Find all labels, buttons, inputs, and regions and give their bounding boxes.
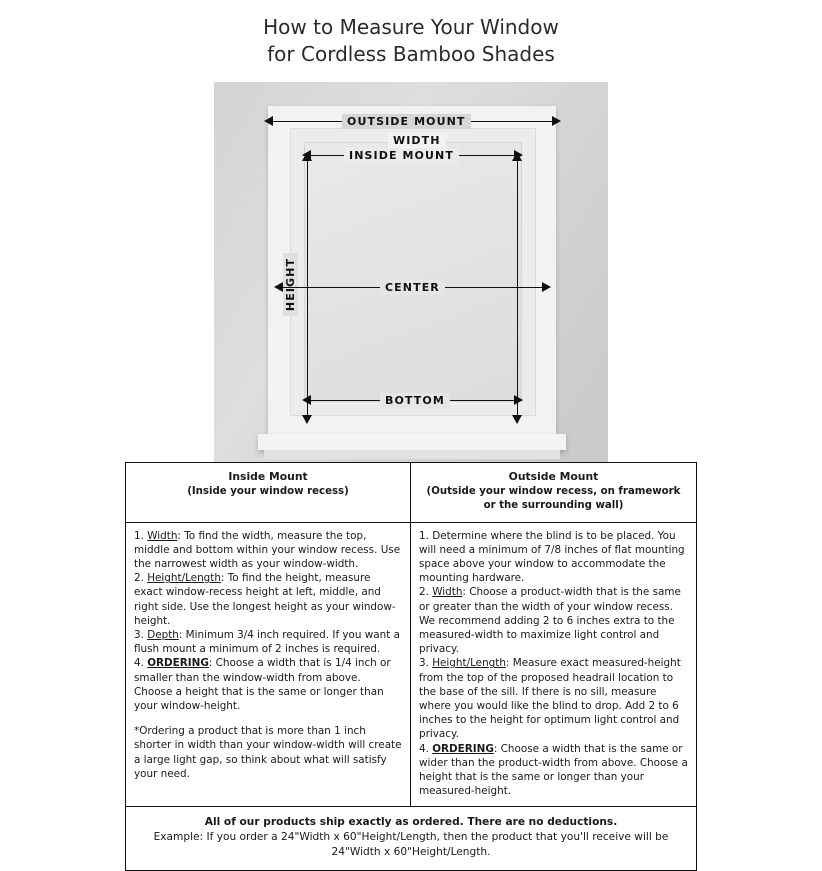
inside-mount-subheading: (Inside your window recess) xyxy=(187,485,349,497)
inside-mount-heading: Inside Mount xyxy=(228,470,308,483)
table-body-row xyxy=(126,523,696,808)
width-label: WIDTH xyxy=(388,133,446,148)
inside-mount-item xyxy=(134,529,402,572)
center-arrow-left xyxy=(274,282,283,292)
outside-mount-item xyxy=(419,656,688,741)
shipping-note-cell xyxy=(126,807,696,870)
inside-mount-item-text: : To find the width, measure the top, middle and bottom within your window recess. Use the narrowest width as your window-width. xyxy=(134,529,401,570)
inside-mount-spacer xyxy=(134,713,402,724)
inside-mount-item-term: Depth xyxy=(147,628,179,641)
bottom-arrow-right xyxy=(514,395,523,405)
inside-mount-body-cell xyxy=(126,523,411,808)
inside-mount-label: INSIDE MOUNT xyxy=(344,148,459,163)
height-arrow-top-right xyxy=(512,152,522,161)
bottom-label: BOTTOM xyxy=(380,393,450,408)
shipping-note-line-2: Example: If you order a 24"Width x 60"Height/Length, then the product that you'll receive will be xyxy=(153,831,669,844)
outside-mount-heading: Outside Mount xyxy=(508,470,599,483)
outside-mount-body-cell xyxy=(411,523,696,808)
outside-mount-item-term: Height/Length xyxy=(432,657,506,670)
inside-mount-item-number: 4. xyxy=(134,657,148,670)
outside-mount-item-text: : Choose a product-width that is the same or greater than the width of your window recess. We recommend adding 2 to 6 inches extra to the measured-width to maximize light control and privacy. xyxy=(419,586,681,656)
center-arrow-right xyxy=(542,282,551,292)
inside-mount-item xyxy=(134,571,402,628)
window-sill xyxy=(258,434,566,450)
height-arrow-top-left xyxy=(302,152,312,161)
inside-mount-item-number: 3. xyxy=(134,628,148,641)
outside-mount-item-text: Determine where the blind is to be placed. You will need a minimum of 7/8 inches of flat mounting space above your window to accommodate the mounting hardware. xyxy=(419,529,685,585)
page-title xyxy=(0,0,822,68)
inside-mount-item-text: : Minimum 3/4 inch required. If you want a flush mount a minimum of 2 inches is required. xyxy=(134,628,400,656)
outside-mount-item-term: ORDERING xyxy=(432,742,494,755)
table-header-row xyxy=(126,463,696,523)
inside-mount-item-number: 2. xyxy=(134,572,148,585)
outside-mount-item-number: 2. xyxy=(419,586,433,599)
inside-mount-item-text: : Choose a width that is 1/4 inch or smaller than the window-width from above. Choose a height that is the same or longer than your window-height. xyxy=(134,657,391,712)
outside-mount-item-text: : Choose a width that is the same or wider than the product-width from above. Choose a height that is the same or longer than your measured-height. xyxy=(419,742,688,798)
outside-mount-arrow-left xyxy=(264,116,273,126)
inside-mount-item-text: : To find the height, measure exact window-recess height at left, middle, and right side. Use the longest height as your window-height. xyxy=(134,572,396,627)
outside-mount-item-number: 3. xyxy=(419,657,433,670)
inside-mount-note: *Ordering a product that is more than 1 inch shorter in width than your window-width will create a large light gap, so think about what will satisfy your need. xyxy=(134,725,402,780)
center-label: CENTER xyxy=(380,280,445,295)
height-label: HEIGHT xyxy=(283,253,298,316)
outside-mount-item-number: 1. xyxy=(419,529,433,542)
shipping-note-line-3: 24"Width x 60"Height/Length. xyxy=(331,846,491,859)
outside-mount-subheading: (Outside your window recess, on framework or the surrounding wall) xyxy=(426,485,681,511)
window-sill-shadow xyxy=(264,450,560,459)
title-line-2: for Cordless Bamboo Shades xyxy=(267,42,555,66)
window-diagram xyxy=(214,82,608,470)
height-arrow-bottom-right xyxy=(512,415,522,424)
outside-mount-item-number: 4. xyxy=(419,742,433,755)
title-line-1: How to Measure Your Window xyxy=(263,15,559,39)
outside-mount-arrow-right xyxy=(552,116,561,126)
window-glass xyxy=(304,142,522,402)
inside-mount-item xyxy=(134,656,402,713)
outside-mount-header-cell xyxy=(411,463,696,523)
inside-mount-instruction-list xyxy=(134,529,402,714)
outside-mount-item-text: : Measure exact measured-height from the top of the proposed headrail location to the base of the sill. If there is no sill, measure where you would like the blind to drop. Add 2 to 6 inches to the height for optimum light control and privacy. xyxy=(419,657,681,741)
outside-mount-instruction-list xyxy=(419,529,688,799)
outside-mount-item-term: Width xyxy=(432,586,463,599)
outside-mount-item xyxy=(419,585,688,656)
inside-mount-item-number: 1. xyxy=(134,529,148,542)
inside-mount-item-term: ORDERING xyxy=(147,657,209,670)
inside-mount-item-term: Height/Length xyxy=(147,572,221,585)
outside-mount-item xyxy=(419,529,688,586)
outside-mount-item xyxy=(419,742,688,799)
inside-mount-header-cell xyxy=(126,463,411,523)
measuring-instructions-table xyxy=(125,462,697,871)
inside-mount-item xyxy=(134,628,402,656)
table-footer-row xyxy=(126,807,696,870)
shipping-note-line-1: All of our products ship exactly as ordered. There are no deductions. xyxy=(204,816,618,829)
height-arrow-bottom-left xyxy=(302,415,312,424)
outside-mount-label: OUTSIDE MOUNT xyxy=(342,114,471,129)
inside-mount-item-term: Width xyxy=(147,529,178,542)
bottom-arrow-left xyxy=(302,395,311,405)
